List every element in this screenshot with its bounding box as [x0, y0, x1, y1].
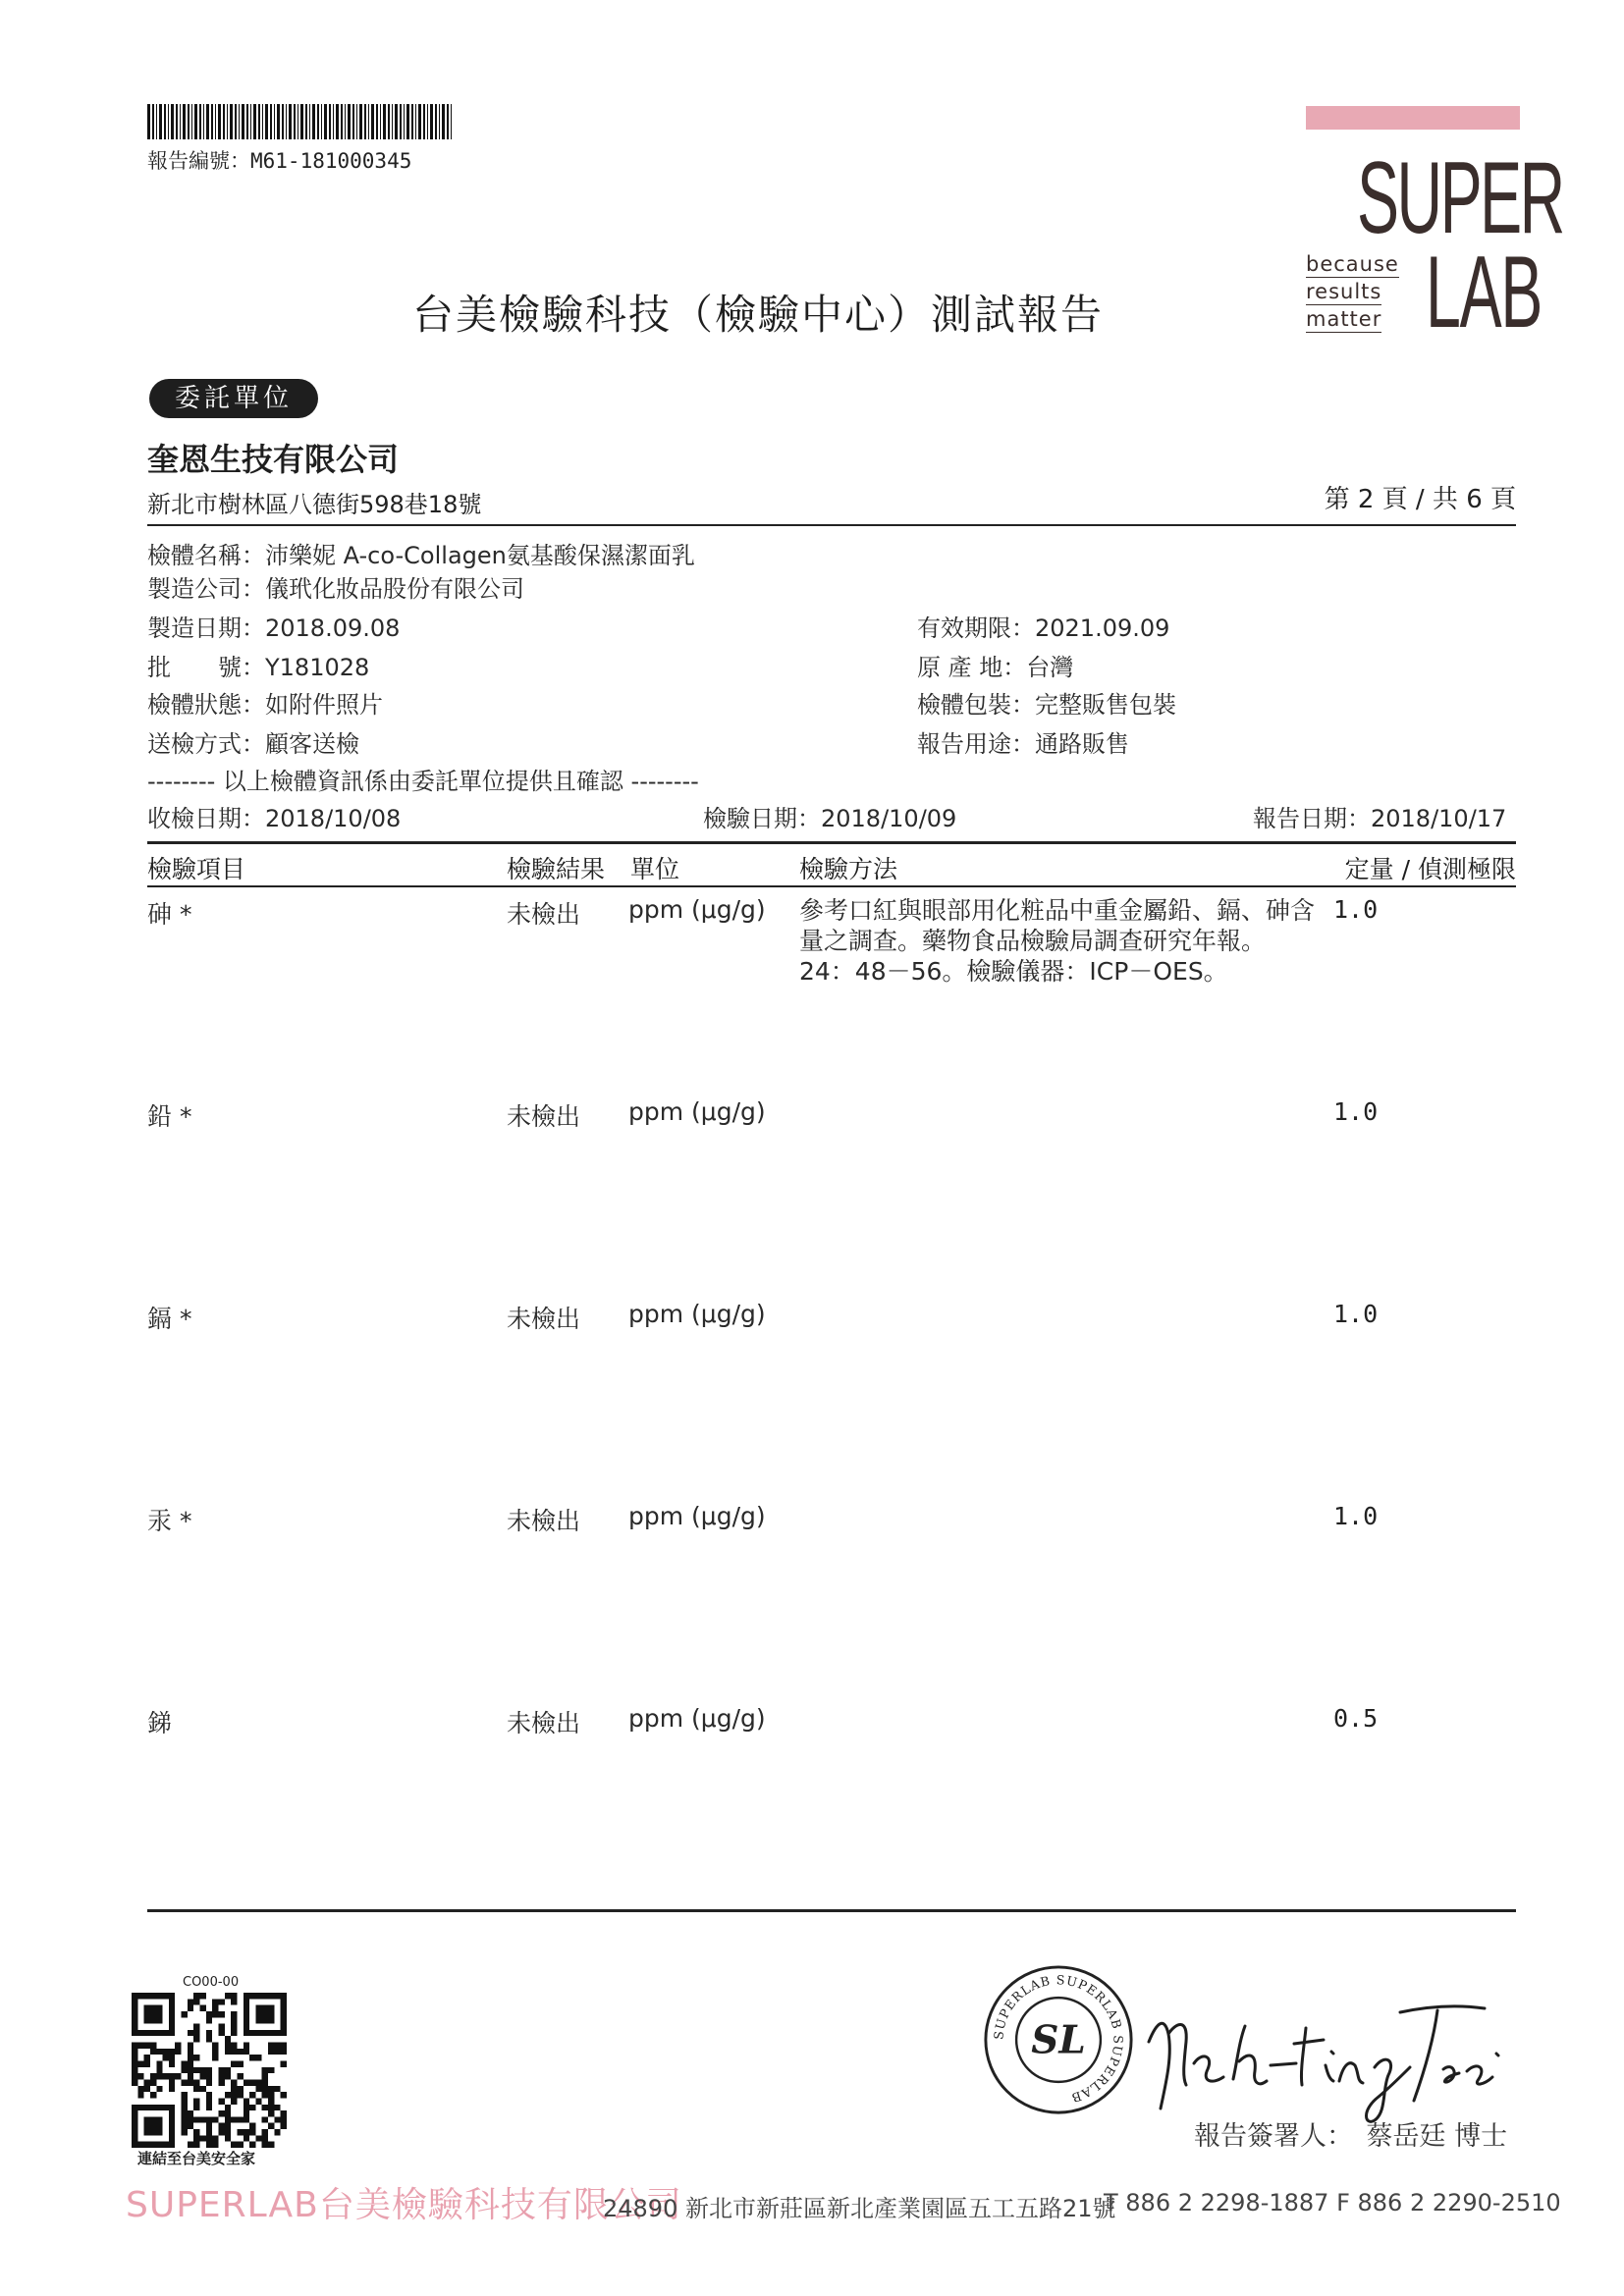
header-limit: 定量 / 偵測極限	[1344, 855, 1516, 883]
table-bottom-rule	[147, 1909, 1516, 1912]
row-limit: 1.0	[1333, 1097, 1379, 1126]
client-address: 新北市樹林區八德街598巷18號	[147, 491, 482, 518]
row-item: 汞 *	[147, 1507, 192, 1535]
footer-address: 24890 新北市新莊區新北產業園區五工五路21號	[603, 2195, 1116, 2222]
row-item: 鉛 *	[147, 1102, 192, 1131]
table-header-rule	[147, 885, 1516, 887]
header-method: 檢驗方法	[799, 855, 898, 883]
test-method: 參考口紅與眼部用化粧品中重金屬鉛、鎘、砷含量之調查。藥物食品檢驗局調查研究年報。24：48－56。檢驗儀器：ICP－OES。	[799, 896, 1316, 986]
info-note: -------- 以上檢體資訊係由委託單位提供且確認 --------	[147, 768, 699, 795]
expiry-date: 有效期限：2021.09.09	[917, 614, 1170, 642]
row-unit: ppm (μg/g)	[628, 1300, 766, 1328]
barcode	[147, 104, 454, 139]
seal-ring-text: SUPERLAB SUPERLAB SUPERLAB	[991, 1972, 1126, 2106]
sample-state: 檢體狀態：如附件照片	[147, 691, 383, 719]
row-unit: ppm (μg/g)	[628, 1502, 766, 1530]
handwritten-signature	[1143, 1983, 1506, 2130]
divider	[147, 524, 1516, 526]
qr-caption: 連結至台美安全家	[137, 2150, 256, 2167]
origin: 原 產 地：台灣	[917, 654, 1074, 681]
row-unit: ppm (μg/g)	[628, 1704, 766, 1733]
row-result: 未檢出	[507, 1305, 581, 1333]
logo-tagline-1: because	[1306, 252, 1399, 276]
superlab-seal-icon	[982, 1963, 1135, 2116]
report-purpose: 報告用途：通路販售	[917, 730, 1129, 758]
logo-tagline-3: matter	[1306, 307, 1382, 331]
row-limit: 0.5	[1333, 1704, 1379, 1733]
sample-name: 檢體名稱：沛樂妮 A-co-Collagen氨基酸保濕潔面乳	[147, 542, 695, 569]
client-badge: 委託單位	[149, 379, 318, 418]
logo-pink-bar	[1306, 106, 1520, 130]
row-result: 未檢出	[507, 1709, 581, 1737]
logo-tagline-2: results	[1306, 280, 1382, 303]
row-result: 未檢出	[507, 900, 581, 929]
footer-brand: SUPERLAB台美檢驗科技有限公司	[126, 2185, 682, 2225]
row-result: 未檢出	[507, 1102, 581, 1131]
row-limit: 1.0	[1333, 1502, 1379, 1530]
qr-code-icon[interactable]	[132, 1993, 287, 2148]
table-top-rule	[147, 841, 1516, 844]
header-result: 檢驗結果	[507, 855, 606, 883]
report-number: 報告編號：M61-181000345	[147, 149, 412, 173]
sample-maker: 製造公司：儀玳化妝品股份有限公司	[147, 575, 524, 603]
logo-super-text: SUPER	[1357, 141, 1563, 255]
row-unit: ppm (μg/g)	[628, 1097, 766, 1126]
logo-lab-text: LAB	[1426, 236, 1543, 349]
row-limit: 1.0	[1333, 895, 1379, 924]
signer-name: 報告簽署人： 蔡岳廷 博士	[1194, 2121, 1508, 2152]
test-date: 檢驗日期：2018/10/09	[703, 805, 957, 832]
header-item: 檢驗項目	[147, 855, 246, 883]
seal-mark: SL	[1031, 2017, 1086, 2063]
delivery-method: 送檢方式：顧客送檢	[147, 730, 359, 758]
document-title: 台美檢驗科技（檢驗中心）測試報告	[412, 291, 1105, 339]
row-item: 銻	[147, 1709, 173, 1737]
footer-phone: T 886 2 2298-1887 F 886 2 2290-2510	[1104, 2189, 1561, 2216]
row-item: 鎘 *	[147, 1305, 192, 1333]
page-indicator: 第 2 頁 / 共 6 頁	[1324, 485, 1516, 514]
row-limit: 1.0	[1333, 1300, 1379, 1328]
row-item: 砷 *	[147, 900, 192, 929]
report-date: 報告日期：2018/10/17	[1253, 805, 1507, 832]
row-unit: ppm (μg/g)	[628, 895, 766, 924]
manufacture-date: 製造日期：2018.09.08	[147, 614, 401, 642]
client-name: 奎恩生技有限公司	[147, 441, 400, 478]
sample-packaging: 檢體包裝：完整販售包裝	[917, 691, 1176, 719]
batch-number: 批 號：Y181028	[147, 654, 370, 681]
header-unit: 單位	[630, 855, 680, 883]
received-date: 收檢日期：2018/10/08	[147, 805, 402, 832]
row-result: 未檢出	[507, 1507, 581, 1535]
qr-code-label: CO00-00	[183, 1975, 240, 1990]
